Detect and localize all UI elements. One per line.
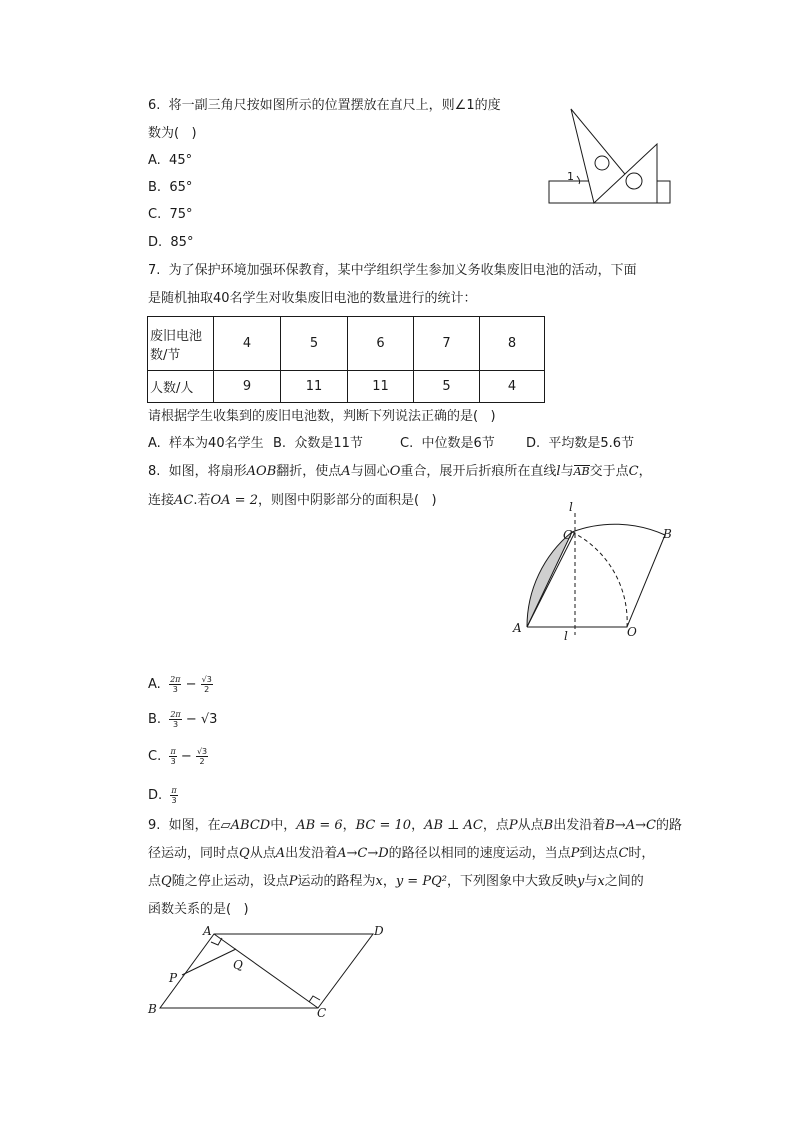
table-cell: 8 [480, 317, 545, 371]
q8-option-a: A. $\frac{2\pi}{3}$ − $\frac{√3}{2}$ [148, 675, 212, 694]
table-row-label: 人数/人 [148, 371, 214, 403]
table-cell: 4 [480, 371, 545, 403]
q8-stem-line1: 8. 如图，将扇形AOB翻折，使点A与圆心O重合，展开后折痕所在直线l与AB交于点C， [148, 464, 652, 479]
q7-stem-line2: 是随机抽取40名学生对收集废旧电池的数量进行的统计： [148, 291, 477, 306]
q9-stem-line1: 9. 如图，在▱ABCD中，AB = 6，BC = 10，AB ⊥ AC，点P从点B出发沿着B→A→C的路 [148, 818, 682, 833]
label-l-bottom: l [564, 629, 568, 643]
q8-option-d: D. $\frac{\pi}{3}$ [148, 786, 177, 805]
q7-option-d: D. 平均数是5.6节 [526, 436, 635, 451]
table-cell: 11 [348, 371, 414, 403]
q9-stem-line2: 径运动，同时点Q从点A出发沿着A→C→D的路径以相同的速度运动，当点P到达点C时， [148, 846, 655, 861]
q7-question: 请根据学生收集到的废旧电池数，判断下列说法正确的是( ) [148, 409, 496, 424]
table-row [148, 317, 545, 371]
q6-triangle-ruler-figure [545, 104, 675, 208]
table-cell: 6 [348, 317, 414, 371]
arc-ab-symbol: AB [573, 465, 590, 478]
q8-option-b: B. $\frac{2\pi}{3}$ − √3 [148, 710, 218, 729]
q6-option-b: B. 65° [148, 180, 193, 195]
q8-sector-figure [505, 495, 685, 645]
label-c: C [317, 1006, 327, 1020]
q6-stem-line2: 数为( ) [148, 126, 197, 141]
diagonal-ac [214, 934, 318, 1008]
q7-statistics-table [147, 316, 545, 403]
q9-stem-line3: 点Q随之停止运动，设点P运动的路程为x，y = PQ²，下列图象中大致反映y与x之间的 [148, 874, 644, 889]
q9-stem-line4: 函数关系的是( ) [148, 902, 249, 917]
q7-option-c: C. 中位数是6节 [400, 436, 495, 451]
label-a: A [513, 621, 522, 635]
label-p: P [169, 971, 178, 985]
label-q: Q [233, 958, 243, 972]
label-b: B [663, 527, 672, 541]
folded-arc [572, 532, 627, 627]
q9-parallelogram-figure [143, 920, 393, 1020]
q7-option-b: B. 众数是11节 [273, 436, 363, 451]
table-cell: 4 [214, 317, 281, 371]
table-row [148, 371, 545, 403]
segment-pq [182, 949, 236, 975]
table-cell: 9 [214, 371, 281, 403]
q6-option-a: A. 45° [148, 153, 193, 168]
label-a: A [203, 924, 212, 938]
table-header-label [148, 317, 214, 371]
segment-ac [527, 532, 575, 627]
label-o: O [627, 625, 637, 639]
table-cell: 11 [281, 371, 348, 403]
sector-arc-cb [572, 524, 665, 535]
label-c: C [563, 528, 573, 542]
header-label-line1: 废旧电池 [150, 328, 203, 344]
q7-stem-line1: 7. 为了保护环境加强环保教育，某中学组织学生参加义务收集废旧电池的活动，下面 [148, 263, 637, 278]
q8-stem-line2: 连接AC.若OA = 2，则图中阴影部分的面积是( ) [148, 493, 437, 508]
q7-option-a: A. 样本为40名学生 [148, 436, 264, 451]
angle-1-arc [577, 176, 580, 184]
angle-1-label: 1 [567, 170, 574, 183]
q6-option-c: C. 75° [148, 207, 193, 222]
q6-stem-line1: 6. 将一副三角尺按如图所示的位置摆放在直尺上，则∠1的度 [148, 98, 501, 113]
table-cell: 5 [281, 317, 348, 371]
table-cell: 5 [414, 371, 480, 403]
header-label-line2: 数/节 [150, 347, 181, 363]
label-b: B [148, 1002, 157, 1016]
q8-option-c: C. $\frac{\pi}{3}$ − $\frac{√3}{2}$ [148, 747, 208, 766]
label-d: D [374, 924, 384, 938]
label-l-top: l [569, 500, 573, 514]
table-cell: 7 [414, 317, 480, 371]
q6-option-d: D. 85° [148, 235, 194, 250]
right-angle-mark-c [309, 996, 320, 1002]
